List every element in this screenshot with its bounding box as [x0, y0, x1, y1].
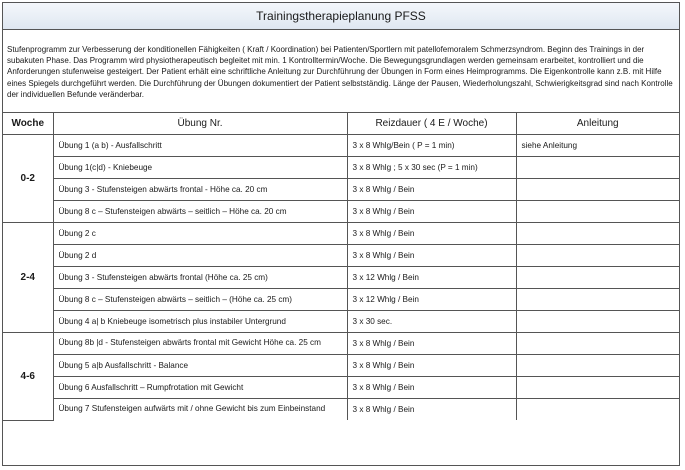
instruction-cell: [516, 333, 679, 355]
stimulus-duration-cell: 3 x 8 Whlg / Bein: [347, 377, 516, 399]
table-row: [3, 399, 679, 421]
instruction-cell: [516, 223, 679, 245]
table-row: [3, 289, 679, 311]
instruction-cell: [516, 245, 679, 267]
instruction-cell: siehe Anleitung: [516, 135, 679, 157]
exercise-cell: Übung 2 c: [53, 223, 347, 245]
exercise-cell: Übung 2 d: [53, 245, 347, 267]
instruction-cell: [516, 289, 679, 311]
instruction-cell: [516, 355, 679, 377]
table-row: [3, 333, 679, 355]
table-row: [3, 377, 679, 399]
table-row: [3, 355, 679, 377]
exercise-cell: Übung 8 c – Stufensteigen abwärts – seitlich – (Höhe ca. 25 cm): [53, 289, 347, 311]
exercise-cell: Übung 8b |d - Stufensteigen abwärts frontal mit Gewicht Höhe ca. 25 cm: [53, 333, 347, 355]
stimulus-duration-cell: 3 x 8 Whlg/Bein ( P = 1 min): [347, 135, 516, 157]
instruction-cell: [516, 179, 679, 201]
stimulus-duration-cell: 3 x 8 Whlg ; 5 x 30 sec (P = 1 min): [347, 157, 516, 179]
header-uebung: Übung Nr.: [53, 113, 347, 135]
instruction-cell: [516, 201, 679, 223]
header-reizdauer: Reizdauer ( 4 E / Woche): [347, 113, 516, 135]
stimulus-duration-cell: 3 x 8 Whlg / Bein: [347, 179, 516, 201]
header-woche: Woche: [3, 113, 53, 135]
table-row: [3, 223, 679, 245]
week-range-cell: 0-2: [3, 135, 53, 223]
stimulus-duration-cell: 3 x 12 Whlg / Bein: [347, 267, 516, 289]
table-row: [3, 157, 679, 179]
stimulus-duration-cell: 3 x 8 Whlg / Bein: [347, 333, 516, 355]
training-plan-document: [2, 2, 680, 466]
stimulus-duration-cell: 3 x 12 Whlg / Bein: [347, 289, 516, 311]
stimulus-duration-cell: 3 x 30 sec.: [347, 311, 516, 333]
exercise-cell: Übung 1 (a b) - Ausfallschritt: [53, 135, 347, 157]
exercise-cell: Übung 5 a|b Ausfallschritt - Balance: [53, 355, 347, 377]
exercise-cell: Übung 8 c – Stufensteigen abwärts – seitlich – Höhe ca. 20 cm: [53, 201, 347, 223]
instruction-cell: [516, 157, 679, 179]
exercise-cell: Übung 3 - Stufensteigen abwärts frontal (Höhe ca. 25 cm): [53, 267, 347, 289]
header-anleitung: Anleitung: [516, 113, 679, 135]
stimulus-duration-cell: 3 x 8 Whlg / Bein: [347, 245, 516, 267]
table-row: [3, 245, 679, 267]
exercise-cell: Übung 6 Ausfallschritt – Rumpfrotation mit Gewicht: [53, 377, 347, 399]
week-range-cell: 4-6: [3, 333, 53, 421]
document-title: Trainingstherapieplanung PFSS: [3, 3, 679, 30]
table-header-row: [3, 113, 679, 135]
table-row: [3, 311, 679, 333]
table-row: [3, 267, 679, 289]
instruction-cell: [516, 311, 679, 333]
stimulus-duration-cell: 3 x 8 Whlg / Bein: [347, 223, 516, 245]
table-body: [3, 135, 679, 421]
exercise-cell: Übung 4 a| b Kniebeuge isometrisch plus instabiler Untergrund: [53, 311, 347, 333]
exercise-cell: Übung 7 Stufensteigen aufwärts mit / ohne Gewicht bis zum Einbeinstand: [53, 399, 347, 421]
exercise-cell: Übung 3 - Stufensteigen abwärts frontal - Höhe ca. 20 cm: [53, 179, 347, 201]
intro-paragraph: Stufenprogramm zur Verbesserung der konditionellen Fähigkeiten ( Kraft / Koordination) bei Patienten/Sportlern mit patellofemoralem Schmerzsyndrom. Beginn des Trainings in der subakuten Phase. Das Programm wird physiotherapeutisch begleitet mit min. 1 Kontrolltermin/Woche. Die Bewegungsgrundlagen werden gemeinsam erarbeitet, kontrolliert und die Anforderungen stufenweise gesteigert. Der Patient erhält eine schriftliche Anleitung zur Durchführung der Übungen in Form eines Heimprogramms. Die Eigenkontrolle kann z.B. mit Hilfe eines Spiegels durchgeführt werden. Die Durchführung der Übungen dokumentiert der Patient selbstständig. Länge der Pausen, Wiederholungszahl, Schwierigkeitsgrad sind nach Kontrolle der individuellen Befunde veränderbar.: [3, 30, 679, 113]
table-row: [3, 179, 679, 201]
instruction-cell: [516, 377, 679, 399]
instruction-cell: [516, 399, 679, 421]
stimulus-duration-cell: 3 x 8 Whlg / Bein: [347, 399, 516, 421]
exercise-cell: Übung 1(c|d) - Kniebeuge: [53, 157, 347, 179]
table-row: [3, 135, 679, 157]
stimulus-duration-cell: 3 x 8 Whlg / Bein: [347, 201, 516, 223]
stimulus-duration-cell: 3 x 8 Whlg / Bein: [347, 355, 516, 377]
table-row: [3, 201, 679, 223]
week-range-cell: 2-4: [3, 223, 53, 333]
exercise-table: [3, 113, 679, 421]
instruction-cell: [516, 267, 679, 289]
